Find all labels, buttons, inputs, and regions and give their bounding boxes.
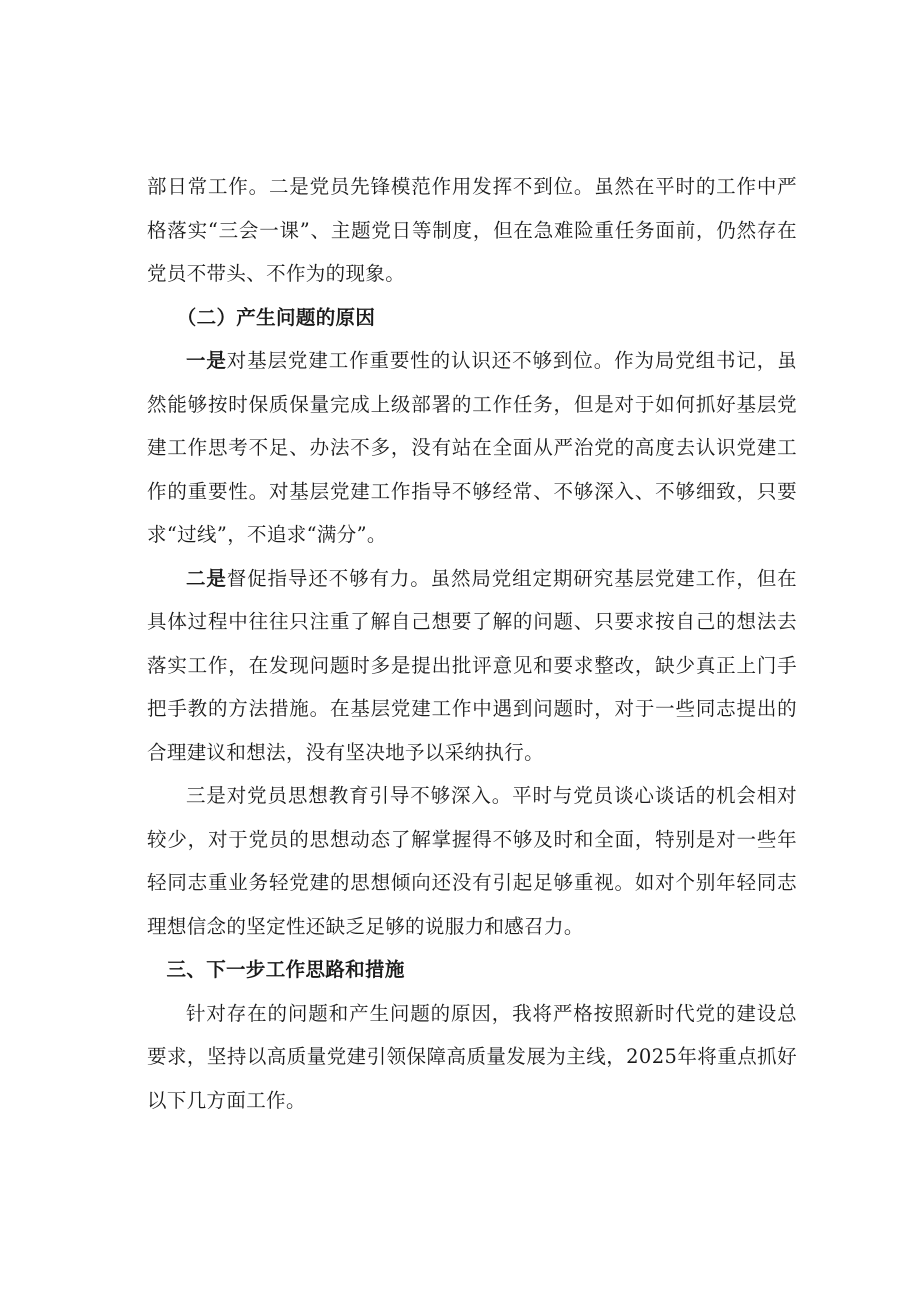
paragraph-continuation: 部日常工作。二是党员先锋模范作用发挥不到位。虽然在平时的工作中严格落实“三会一课”、主题党日等制度，但在急难险重任务面前，仍然存在党员不带头、不作为的现象。 [147,175,797,285]
cause-1-text: 对基层党建工作重要性的认识还不够到位。作为局党组书记，虽然能够按时保质保量完成上级部署的工作任务，但是对于如何抓好基层党建工作思考不足、办法不多，没有站在全面从严治党的高度去认识党建工作的重要性。对基层党建工作指导不够经常、不够深入、不够细致，只要求“过线”，不追求“满分”。 [147,349,797,546]
document-body [147,165,797,1122]
heading-causes: （二）产生问题的原因 [176,305,376,329]
cause-2-text: 督促指导还不够有力。虽然局党组定期研究基层党建工作，但在具体过程中往往只注重了解自己想要了解的问题、只要求按自己的想法去落实工作，在发现问题时多是提出批评意见和要求整改，缺少真正上门手把手教的方法措施。在基层党建工作中遇到问题时，对于一些同志提出的合理建议和想法，没有坚决地予以采纳执行。 [147,566,797,764]
heading-next-steps: 三、下一步工作思路和措施 [166,958,405,981]
paragraph-cause-3: 三是对党员思想教育引导不够深入。平时与党员谈心谈话的机会相对较少，对于党员的思想动态了解掌握得不够及时和全面，特别是对一些年轻同志重业务轻党建的思想倾向还没有引起足够重视。如对个别年轻同志理想信念的坚定性还缺乏足够的说服力和感召力。 [147,784,797,938]
cause-1-lead: 一是 [186,349,227,372]
cause-2-lead: 二是 [186,566,227,590]
paragraph-cause-1 [147,339,797,557]
paragraph-cause-2 [147,557,797,775]
paragraph-next-steps: 针对存在的问题和产生问题的原因，我将严格按照新时代党的建设总要求，坚持以高质量党建引领保障高质量发展为主线，2025年将重点抓好以下几方面工作。 [147,1001,797,1112]
